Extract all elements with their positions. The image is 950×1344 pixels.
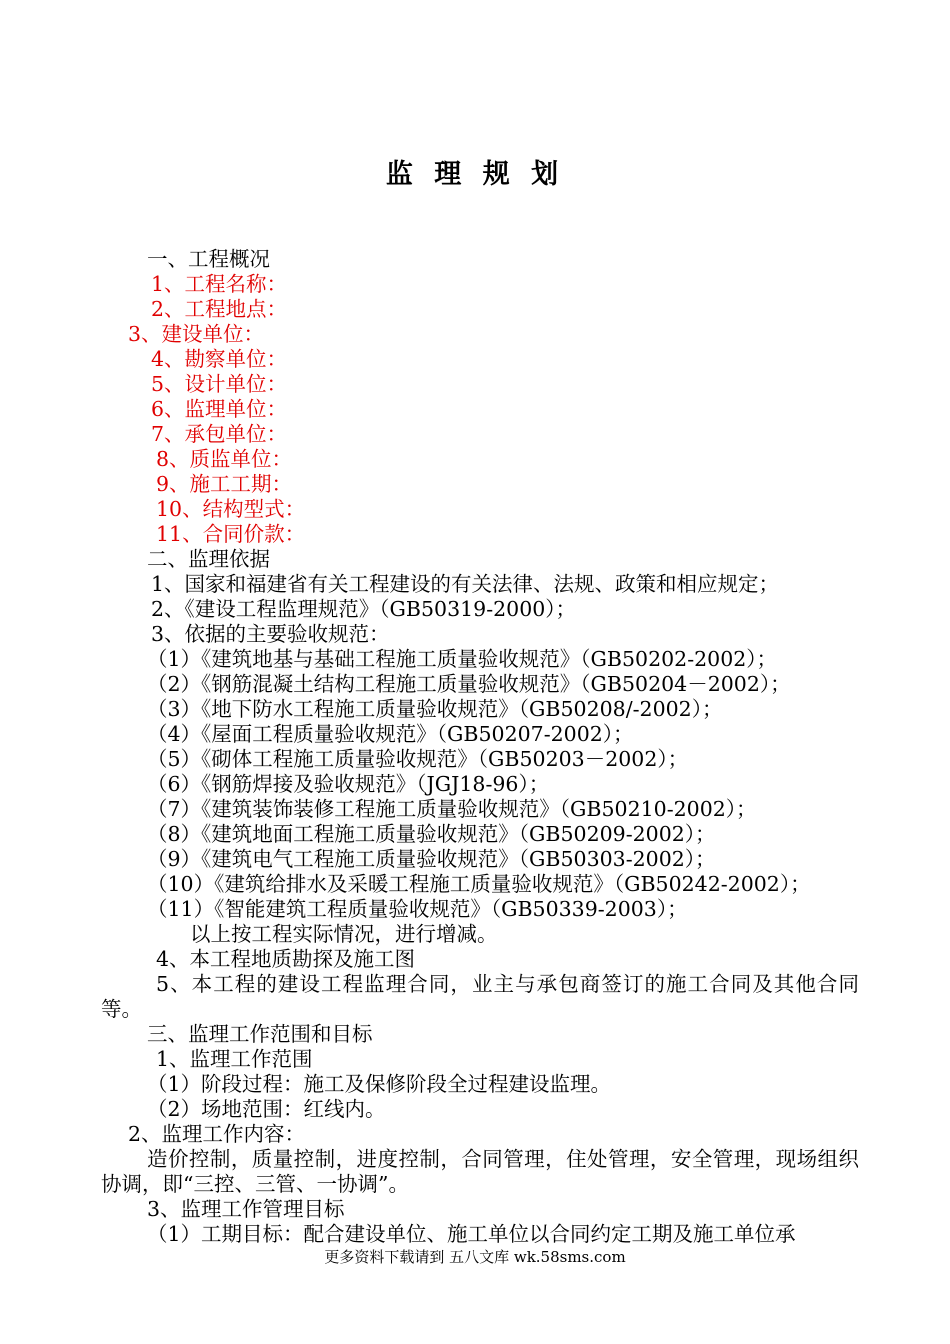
list-item: （1）《建筑地基与基础工程施工质量验收规范》（GB50202-2002）；	[147, 647, 778, 671]
list-item: 2、工程地点：	[151, 297, 288, 321]
list-item: 3、依据的主要验收规范：	[151, 622, 390, 646]
section-heading: 二、监理依据	[147, 547, 270, 571]
list-item: （4）《屋面工程质量验收规范》（GB50207-2002）；	[147, 722, 634, 746]
list-item: 4、勘察单位：	[151, 347, 288, 371]
list-item: （1）阶段过程：施工及保修阶段全过程建设监理。	[147, 1072, 612, 1096]
list-item: 1、工程名称：	[151, 272, 288, 296]
list-item: （6）《钢筋焊接及验收规范》（JGJ18-96）；	[147, 772, 550, 796]
list-item: 9、施工工期：	[156, 472, 293, 496]
section-heading: 三、监理工作范围和目标	[147, 1022, 373, 1046]
list-item: 3、监理工作管理目标	[147, 1197, 345, 1221]
list-item: 10、结构型式：	[156, 497, 306, 521]
list-item: （2）《钢筋混凝土结构工程施工质量验收规范》（GB50204－2002）；	[147, 672, 791, 696]
list-item: （2）场地范围：红线内。	[147, 1097, 386, 1121]
paragraph: 5、本工程的建设工程监理合同，业主与承包商签订的施工合同及其他合同等。	[101, 972, 859, 1021]
paragraph: 造价控制，质量控制，进度控制，合同管理，住处管理，安全管理，现场组织协调，即“三控、三管、一协调”。	[101, 1147, 859, 1196]
list-item: （10）《建筑给排水及采暖工程施工质量验收规范》（GB50242-2002）；	[147, 872, 811, 896]
list-item: 2、监理工作内容：	[128, 1122, 306, 1146]
list-item: （9）《建筑电气工程施工质量验收规范》（GB50303-2002）；	[147, 847, 716, 871]
list-item: 7、承包单位：	[151, 422, 288, 446]
list-item: （11）《智能建筑工程质量验收规范》（GB50339-2003）；	[147, 897, 688, 921]
note-text: 以上按工程实际情况，进行增减。	[190, 922, 498, 946]
section-heading: 一、工程概况	[147, 247, 270, 271]
list-item: （8）《建筑地面工程施工质量验收规范》（GB50209-2002）；	[147, 822, 716, 846]
list-item: （1）工期目标：配合建设单位、施工单位以合同约定工期及施工单位承	[147, 1222, 796, 1246]
list-item: （3）《地下防水工程施工质量验收规范》（GB50208/-2002）；	[147, 697, 723, 721]
list-item: 8、质监单位：	[156, 447, 293, 471]
list-item: 3、建设单位：	[128, 322, 265, 346]
list-item: （7）《建筑装饰装修工程施工质量验收规范》（GB50210-2002）；	[147, 797, 757, 821]
list-item: 1、国家和福建省有关工程建设的有关法律、法规、政策和相应规定；	[151, 572, 780, 596]
list-item: 6、监理单位：	[151, 397, 288, 421]
list-item: 2、《建设工程监理规范》（GB50319-2000）；	[151, 597, 577, 621]
document-title: 监 理 规 划	[385, 159, 565, 190]
list-item: 5、设计单位：	[151, 372, 288, 396]
footer-link[interactable]: 更多资料下载请到 五八文库 wk.58sms.com	[324, 1248, 626, 1266]
list-item: 4、本工程地质勘探及施工图	[156, 947, 416, 971]
list-item: 1、监理工作范围	[156, 1047, 313, 1071]
list-item: 11、合同价款：	[156, 522, 306, 546]
list-item: （5）《砌体工程施工质量验收规范》（GB50203－2002）；	[147, 747, 689, 771]
